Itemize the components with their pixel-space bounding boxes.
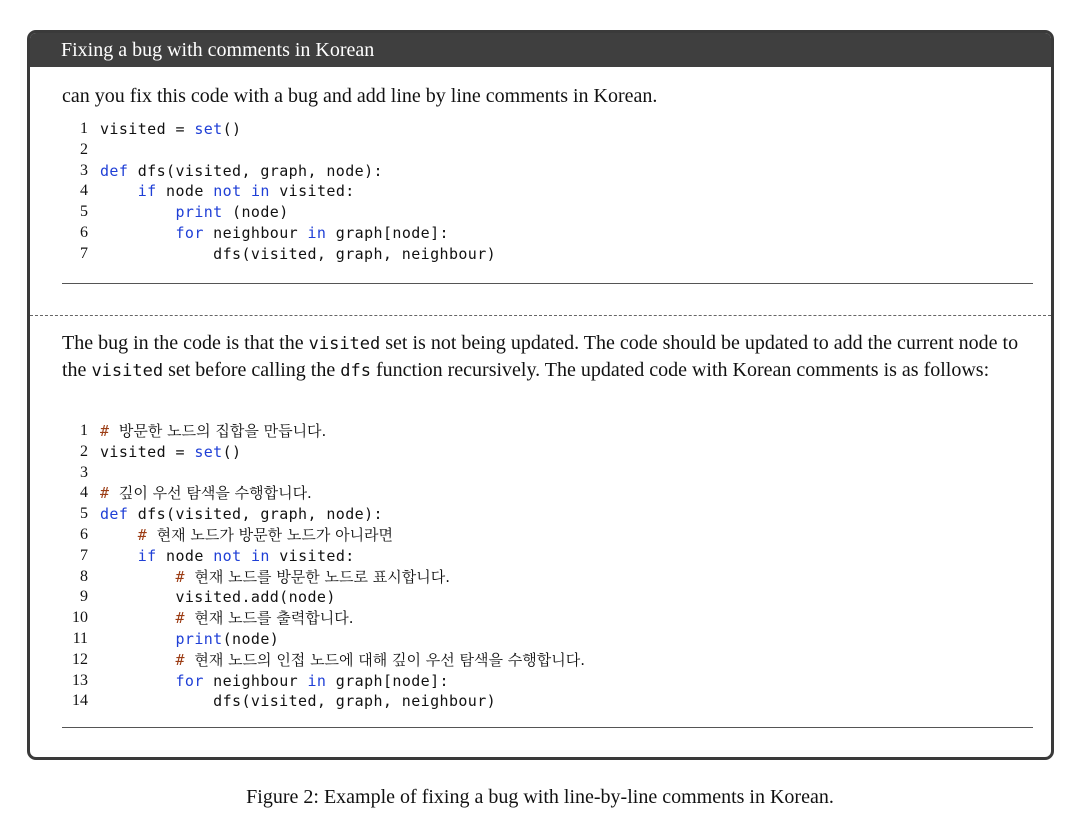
code-keyword: for [175, 671, 204, 690]
code-line [68, 691, 585, 712]
code-token: neighbour [203, 671, 308, 690]
code-line [68, 608, 585, 629]
code-token: (node) [222, 203, 289, 222]
code-line [68, 223, 496, 244]
fixed-code-listing [68, 421, 585, 712]
code-keyword: in [250, 182, 270, 201]
code-token [100, 630, 175, 648]
code-token [100, 547, 138, 565]
code-keyword: set [194, 120, 223, 138]
code-line [68, 161, 496, 182]
line-number: 12 [72, 650, 88, 668]
code-keyword: in [307, 671, 327, 690]
code-keyword: set [194, 442, 223, 461]
code-comment: # [100, 484, 119, 503]
line-number: 11 [72, 629, 88, 647]
code-line [68, 202, 496, 223]
code-line [68, 140, 496, 161]
response-code-visited-1: visited [308, 334, 381, 354]
line-number: 7 [80, 546, 88, 564]
code-comment: # [175, 609, 195, 628]
code-token: dfs(visited, graph, node): [128, 161, 383, 180]
code-comment: 깊이 우선 탐색을 수행합니다. [118, 484, 312, 503]
code-token [100, 182, 138, 200]
code-keyword: def [100, 161, 129, 180]
code-line [68, 119, 496, 140]
code-token: graph[node]: [326, 671, 449, 690]
code-line [68, 546, 585, 567]
code-bottom-rule-2 [62, 727, 1033, 728]
code-keyword: not [213, 182, 242, 201]
code-text [100, 629, 279, 650]
line-number: 4 [80, 484, 88, 502]
code-text [100, 483, 312, 504]
code-text [100, 525, 393, 546]
code-text [100, 671, 449, 692]
code-text [100, 202, 289, 223]
code-comment: # [100, 422, 119, 440]
example-box [27, 30, 1054, 760]
code-token [100, 224, 175, 242]
code-line [68, 483, 585, 504]
code-token [242, 182, 251, 200]
response-text-3: set before calling the [163, 359, 341, 381]
code-token [100, 672, 175, 690]
line-number: 8 [80, 567, 88, 585]
code-token [100, 568, 175, 586]
code-token: neighbour [203, 223, 308, 242]
code-comment: # [137, 525, 157, 544]
code-keyword: in [250, 546, 270, 565]
code-comment: 현재 노드를 출력합니다. [194, 609, 354, 628]
code-token: dfs(visited, graph, neighbour) [100, 244, 497, 263]
code-keyword: if [137, 182, 157, 201]
code-comment: 현재 노드를 방문한 노드로 표시합니다. [194, 567, 451, 586]
line-number: 14 [72, 692, 88, 710]
user-prompt: can you fix this code with a bug and add line by line comments in Korean. [62, 85, 658, 107]
line-number: 2 [80, 442, 88, 460]
code-token: visited = [100, 120, 195, 138]
code-token [100, 526, 138, 544]
code-comment: 현재 노드의 인접 노드에 대해 깊이 우선 탐색을 수행합니다. [194, 650, 586, 669]
code-token [100, 651, 175, 669]
code-text [100, 567, 450, 588]
dashed-separator [30, 315, 1051, 316]
code-token: visited = [100, 442, 195, 461]
line-number: 5 [80, 505, 88, 523]
original-code-listing [68, 119, 496, 265]
code-line [68, 244, 496, 265]
code-text [100, 546, 355, 567]
code-text [100, 691, 496, 712]
code-text [100, 442, 241, 463]
code-token: visited.add(node) [100, 588, 336, 607]
response-code-visited-2: visited [91, 361, 164, 381]
code-keyword: not [213, 546, 242, 565]
line-number: 6 [80, 525, 88, 543]
code-token: (node) [222, 629, 280, 648]
code-token: node [156, 546, 214, 565]
code-line [68, 442, 585, 463]
code-bottom-rule-1 [62, 283, 1033, 284]
line-number: 3 [80, 161, 88, 179]
line-number: 5 [80, 203, 88, 221]
code-keyword: if [137, 546, 157, 565]
code-token: dfs(visited, graph, neighbour) [100, 692, 497, 711]
code-keyword: print [175, 629, 223, 648]
code-keyword: print [175, 203, 223, 222]
code-token: node [156, 182, 214, 201]
code-token [242, 547, 251, 565]
code-line [68, 629, 585, 650]
code-text [100, 181, 355, 202]
code-line [68, 463, 585, 484]
line-number: 6 [80, 223, 88, 241]
code-text [100, 161, 383, 182]
code-comment: # [175, 650, 195, 669]
line-number: 13 [72, 671, 88, 689]
code-token [100, 203, 175, 221]
code-comment: # [175, 567, 195, 586]
code-keyword: def [100, 505, 129, 524]
code-line [68, 671, 585, 692]
code-token: graph[node]: [326, 223, 449, 242]
code-line [68, 650, 585, 671]
code-text [100, 608, 354, 629]
code-text [100, 421, 326, 442]
code-line [68, 525, 585, 546]
model-response [62, 330, 1037, 384]
code-text [100, 223, 449, 244]
line-number: 1 [80, 120, 88, 137]
line-number: 9 [80, 588, 88, 606]
code-line [68, 567, 585, 588]
box-title: Fixing a bug with comments in Korean [30, 33, 1051, 67]
line-number: 4 [80, 182, 88, 200]
code-token: visited: [269, 182, 355, 201]
code-text [100, 650, 585, 671]
response-text-2: set is not being updated. The code should be updated to add the current node to the [62, 332, 1019, 381]
code-line [68, 421, 585, 442]
code-comment: 현재 노드가 방문한 노드가 아니라면 [156, 525, 394, 544]
code-line [68, 587, 585, 608]
code-text [100, 504, 383, 525]
code-text [100, 119, 241, 140]
code-keyword: in [307, 223, 327, 242]
code-token: () [222, 442, 242, 461]
line-number: 7 [80, 244, 88, 262]
code-comment: 방문한 노드의 집합을 만듭니다. [118, 422, 327, 440]
code-token: dfs(visited, graph, node): [128, 505, 383, 524]
response-text-1: The bug in the code is that the [62, 332, 309, 354]
response-code-dfs: dfs [340, 361, 371, 381]
code-text [100, 244, 496, 265]
line-number: 1 [80, 422, 88, 439]
response-text-4: function recursively. The updated code with Korean comments is as follows: [370, 359, 990, 381]
line-number: 10 [72, 609, 88, 627]
code-line [68, 181, 496, 202]
code-token [100, 609, 175, 627]
code-token: () [222, 120, 242, 138]
code-token: visited: [269, 546, 355, 565]
code-keyword: for [175, 223, 204, 242]
line-number: 3 [80, 463, 88, 481]
line-number: 2 [80, 140, 88, 158]
figure-caption: Figure 2: Example of fixing a bug with line-by-line comments in Korean. [246, 786, 834, 808]
code-text [100, 587, 336, 608]
code-line [68, 504, 585, 525]
